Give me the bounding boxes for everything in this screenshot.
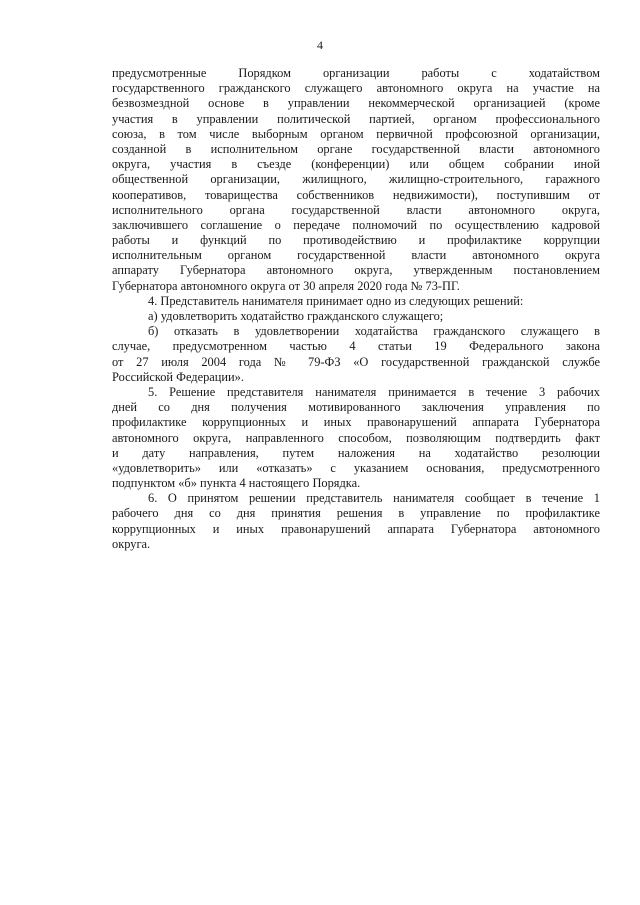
- text-line: кооперативов, товарищества собственников недвижимости), поступившим от: [112, 187, 600, 202]
- text-line: аппарату Губернатора автономного округа, утвержденным постановлением: [112, 263, 600, 278]
- text-line: работы и функций по противодействию и профилактике коррупции: [112, 233, 600, 248]
- text-line: автономного округа, направленного способом, позволяющим подтвердить факт: [112, 430, 600, 445]
- text-line: округа, участия в съезде (конференции) или общем собрании иной: [112, 157, 600, 172]
- text-line: профилактике коррупционных и иных правонарушений аппарата Губернатора: [112, 415, 600, 430]
- text-line: исполнительного органа государственной власти автономного округа,: [112, 202, 600, 217]
- text-line: 6. О принятом решении представитель нанимателя сообщает в течение 1: [148, 491, 600, 506]
- text-line: заключившего соглашение о передаче полномочий по осуществлению кадровой: [112, 217, 600, 232]
- text-line: коррупционных и иных правонарушений аппарата Губернатора автономного: [112, 521, 600, 536]
- text-line: а) удовлетворить ходатайство гражданского служащего;: [148, 309, 444, 323]
- page-number: 4: [317, 38, 323, 52]
- text-line: предусмотренные Порядком организации работы с ходатайством: [112, 66, 600, 80]
- text-line: случае, предусмотренном частью 4 статьи 19 Федерального закона: [112, 339, 600, 354]
- document-body: [112, 66, 600, 552]
- text-line: общественной организации, жилищного, жилищно-строительного, гаражного: [112, 172, 600, 187]
- paragraph-item-4: [112, 294, 600, 309]
- text-line: рабочего дня со дня принятия решения в управление по профилактике: [112, 506, 600, 521]
- text-line: «удовлетворить» или «отказать» с указанием основания, предусмотренного: [112, 460, 600, 475]
- text-line: б) отказать в удовлетворении ходатайства гражданского служащего в: [148, 324, 600, 339]
- text-line: и дату направления, путем наложения на ходатайство резолюции: [112, 445, 600, 460]
- text-line: 4. Представитель нанимателя принимает одно из следующих решений:: [148, 293, 524, 308]
- text-line: исполнительным органом государственной власти автономного округа: [112, 248, 600, 263]
- text-line: Российской Федерации».: [112, 369, 244, 384]
- text-line: Губернатора автономного округа от 30 апреля 2020 года № 73-ПГ.: [112, 278, 460, 293]
- paragraph-item-5: [112, 385, 600, 491]
- text-line: подпунктом «б» пункта 4 настоящего Порядка.: [112, 476, 361, 491]
- text-line: созданной в исполнительном органе государственной власти автономного: [112, 141, 600, 156]
- paragraph-item-4a: [112, 309, 600, 324]
- paragraph-item-6: [112, 491, 600, 552]
- text-line: участия в управлении политической партией, органом профессионального: [112, 111, 600, 126]
- paragraph-item-4b: [112, 324, 600, 385]
- text-line: государственного гражданского служащего автономного округа на участие на: [112, 81, 600, 96]
- text-line: дней со дня получения мотивированного заключения управления по: [112, 400, 600, 415]
- text-line: безвозмездной основе в управлении некоммерческой организацией (кроме: [112, 96, 600, 111]
- text-line: округа.: [112, 536, 151, 551]
- paragraph-continuation: [112, 66, 600, 294]
- text-line: от 27 июля 2004 года № 79-ФЗ «О государственной гражданской службе: [112, 354, 600, 369]
- text-line: 5. Решение представителя нанимателя принимается в течение 3 рабочих: [148, 384, 600, 399]
- text-line: союза, в том числе выборным органом первичной профсоюзной организации,: [112, 126, 600, 141]
